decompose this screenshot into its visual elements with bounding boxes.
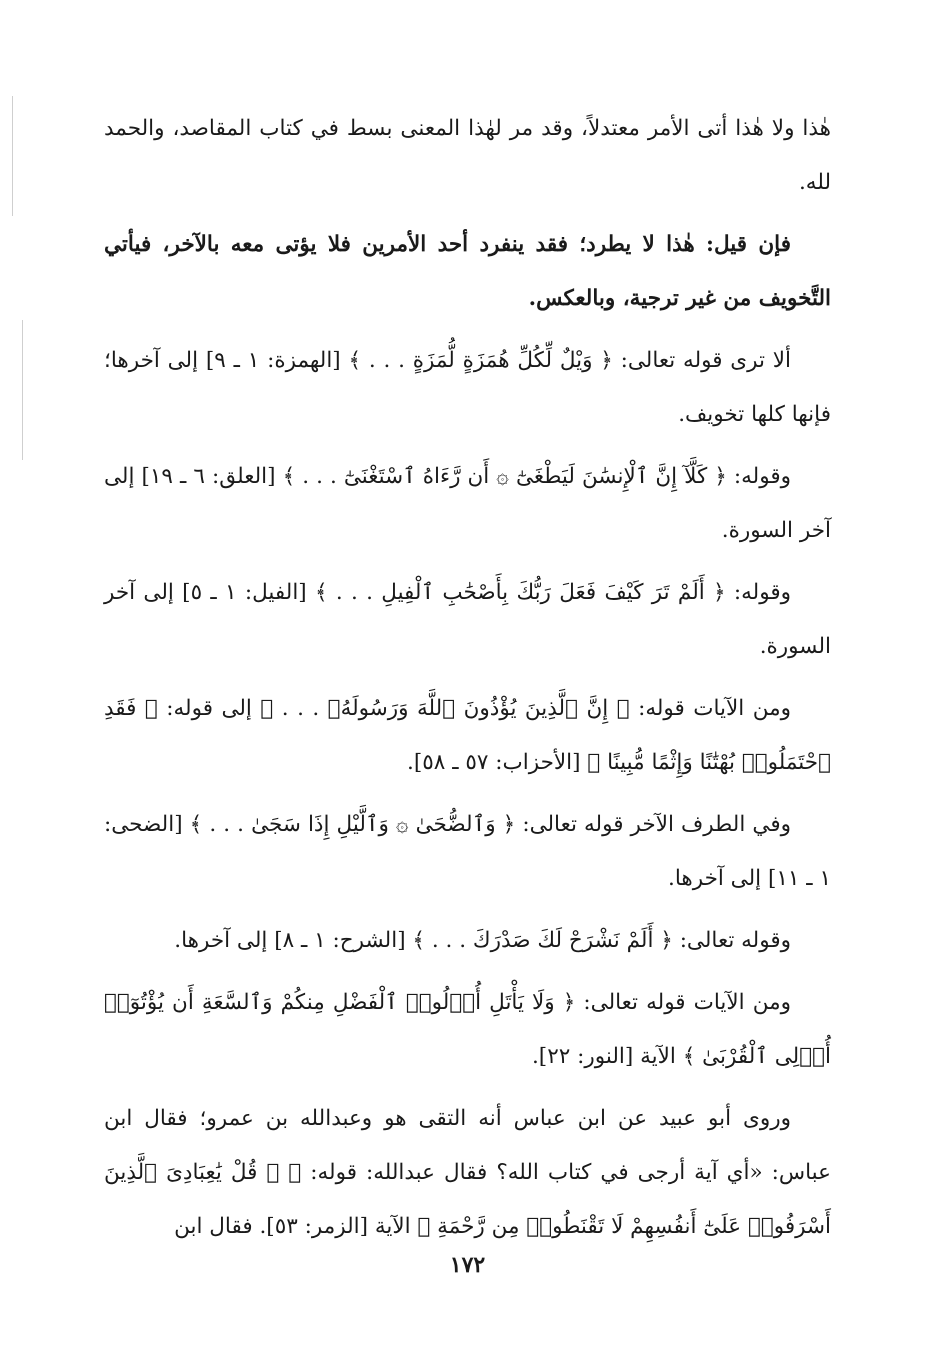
paragraph-6 — [104, 682, 831, 790]
paragraph-8 — [104, 914, 831, 968]
paragraph-1 — [104, 102, 831, 210]
paragraph-1-text: هٰذا ولا هٰذا أتى الأمر معتدلاً، وقد مر لهٰذا المعنى بسط في كتاب المقاصد، والحمد لله. — [104, 116, 831, 195]
paragraph-6-text: ومن الآيات قوله: ﴿ إِنَّ ٱلَّذِينَ يُؤْذُونَ ٱللَّهَ وَرَسُولَهُۥ . . . ﴾ إلى قوله: ﴿ فَقَدِ ٱحْتَمَلُوا۟ بُهْتَٰنًا وَإِثْمًا مُّبِينًا ﴾ [الأحزاب: ٥٧ ـ ٥٨]. — [104, 696, 831, 775]
page-number: ١٧٢ — [449, 1252, 486, 1278]
paragraph-3-text: ألا ترى قوله تعالى: ﴿ وَيْلٌ لِّكُلِّ هُمَزَةٍ لُّمَزَةٍ . . . ﴾ [الهمزة: ١ ـ ٩] إلى آخرها؛ فإنها كلها تخويف. — [104, 348, 831, 427]
margin-line-top-left — [12, 96, 13, 216]
paragraph-10 — [104, 1092, 831, 1254]
paragraph-4 — [104, 450, 831, 558]
paragraph-2 — [104, 218, 831, 326]
paragraph-5-text: وقوله: ﴿ أَلَمْ تَرَ كَيْفَ فَعَلَ رَبُّكَ بِأَصْحَٰبِ ٱلْفِيلِ . . . ﴾ [الفيل: ١ ـ ٥] إلى آخر السورة. — [104, 580, 831, 659]
paragraph-7-text: وفي الطرف الآخر قوله تعالى: ﴿ وَٱلضُّحَىٰ ۞ وَٱلَّيْلِ إِذَا سَجَىٰ . . . ﴾ [الضحى: ١ ـ ١١] إلى آخرها. — [104, 812, 831, 891]
paragraph-4-text: وقوله: ﴿ كَلَّآ إِنَّ ٱلْإِنسَٰنَ لَيَطْغَىٰٓ ۞ أَن رَّءَاهُ ٱسْتَغْنَىٰٓ . . . ﴾ [العلق: ٦ ـ ١٩] إلى آخر السورة. — [104, 464, 831, 543]
paragraph-9 — [104, 976, 831, 1084]
paragraph-10-text: وروى أبو عبيد عن ابن عباس أنه التقى هو وعبدالله بن عمرو؛ فقال ابن عباس: «أي آية أرجى في كتاب الله؟ فقال عبدالله: قوله: ﴿ ۞ قُلْ يَٰعِبَادِىَ ٱلَّذِينَ أَسْرَفُوا۟ عَلَىٰٓ أَنفُسِهِمْ لَا تَقْنَطُوا۟ مِن رَّحْمَةِ ﴾ الآية [الزمر: ٥٣]. فقال ابن — [104, 1106, 831, 1239]
paragraph-8-text: وقوله تعالى: ﴿ أَلَمْ نَشْرَحْ لَكَ صَدْرَكَ . . . ﴾ [الشرح: ١ ـ ٨] إلى آخرها. — [174, 928, 791, 953]
paragraph-9-text: ومن الآيات قوله تعالى: ﴿ وَلَا يَأْتَلِ أُو۟لُوا۟ ٱلْفَضْلِ مِنكُمْ وَٱلسَّعَةِ أَن يُؤْتُوٓا۟ أُو۟لِى ٱلْقُرْبَىٰ ﴾ الآية [النور: ٢٢]. — [104, 990, 831, 1069]
page-body — [104, 102, 831, 1262]
paragraph-7 — [104, 798, 831, 906]
paragraph-3 — [104, 334, 831, 442]
margin-line-mid-left — [22, 320, 23, 460]
paragraph-2-text: فإن قيل: هٰذا لا يطرد؛ فقد ينفرد أحد الأمرين فلا يؤتى معه بالآخر، فيأتي التَّخويف من غير ترجية، وبالعكس. — [104, 232, 831, 311]
paragraph-5 — [104, 566, 831, 674]
